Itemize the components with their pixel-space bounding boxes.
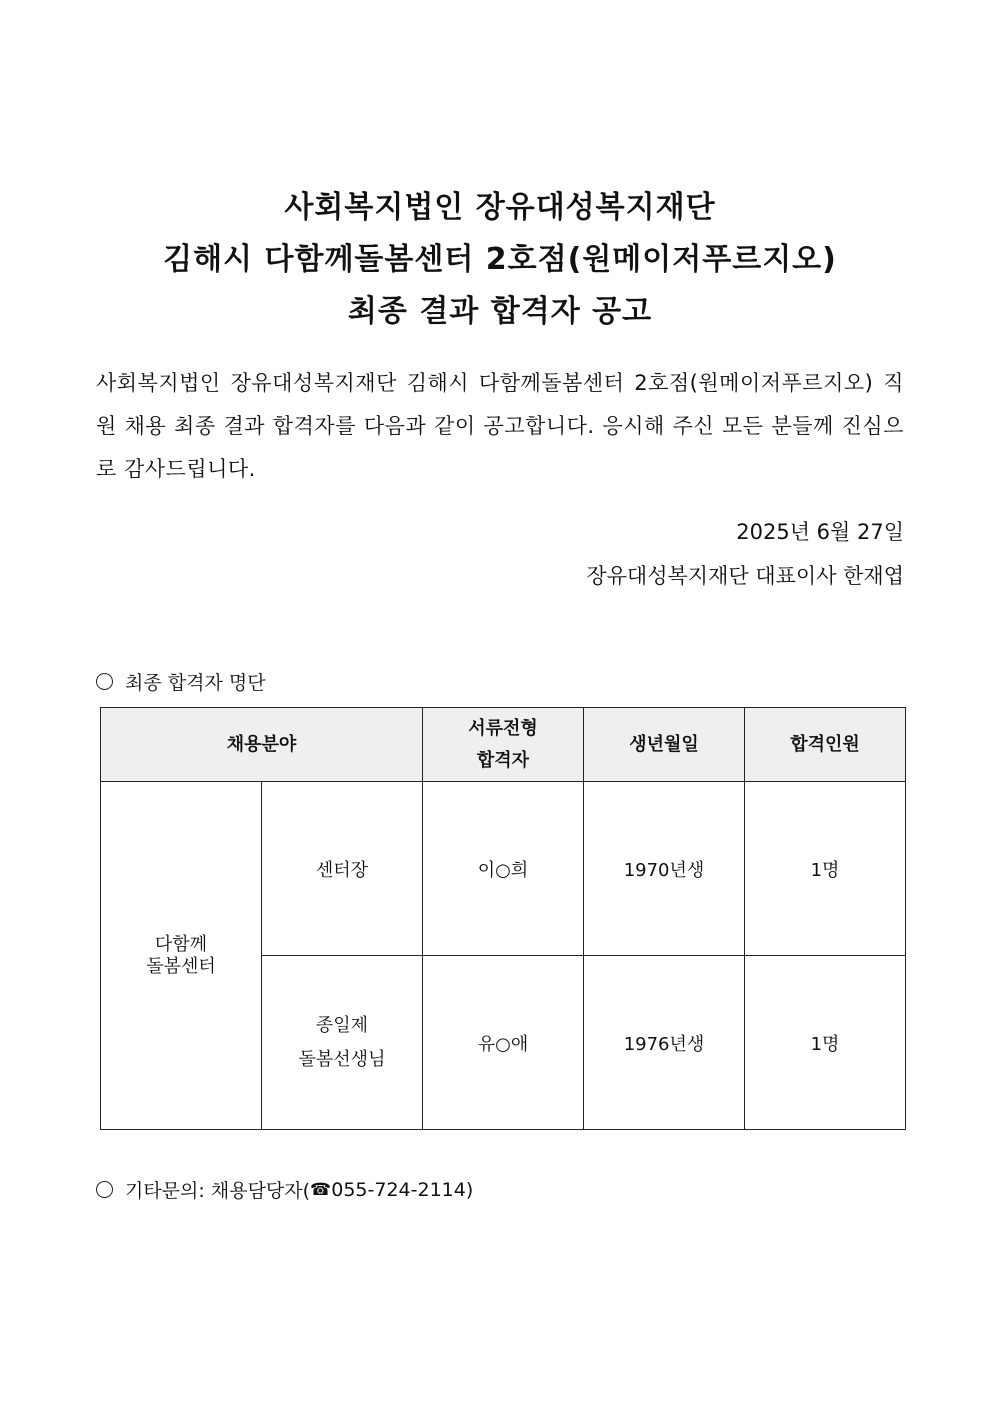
count-cell: 1명 (745, 956, 906, 1130)
title-line-2: 김해시 다함께돌봄센터 2호점(원메이저푸르지오) (163, 242, 837, 277)
signature: 장유대성복지재단 대표이사 한재엽 (586, 564, 904, 588)
position-cell (262, 956, 423, 1130)
circle-bullet-icon (96, 1181, 113, 1198)
title-block (0, 182, 1000, 338)
birth-cell: 1976년생 (584, 956, 745, 1130)
contact-phone[interactable]: 055-724-2114) (331, 1178, 474, 1201)
circle-bullet-icon (96, 673, 113, 690)
announcement-date: 2025년 6월 27일 (736, 520, 904, 544)
section-passer-list (96, 668, 266, 695)
header-passer (423, 708, 584, 782)
position-line2: 돌봄선생님 (298, 1048, 386, 1070)
section-passer-list-label: 최종 합격자 명단 (125, 672, 266, 694)
header-field: 채용분야 (101, 708, 423, 782)
header-count: 합격인원 (745, 708, 906, 782)
name-cell: 이○희 (423, 782, 584, 956)
position-line1: 종일제 (315, 1014, 369, 1036)
count-cell: 1명 (745, 782, 906, 956)
date-signature-block (586, 510, 904, 598)
header-birth: 생년월일 (584, 708, 745, 782)
contact-label: 기타문의: 채용담당자( (125, 1180, 311, 1202)
phone-icon: ☎ (310, 1179, 332, 1200)
title-line-1: 사회복지법인 장유대성복지재단 (284, 190, 716, 225)
section-contact (96, 1176, 473, 1203)
intro-paragraph: 사회복지법인 장유대성복지재단 김해시 다함께돌봄센터 2호점(원메이저푸르지오) 직원 채용 최종 결과 합격자를 다음과 같이 공고합니다. 응시해 주신 모든 분들께 진심으로 감사드립니다. (96, 371, 904, 481)
name-cell: 유○애 (423, 956, 584, 1130)
category-line1: 다함께 (154, 933, 208, 955)
table-header-row (101, 708, 906, 782)
title-line-3: 최종 결과 합격자 공고 (347, 294, 653, 329)
position-line1: 센터장 (315, 859, 369, 881)
birth-cell: 1970년생 (584, 782, 745, 956)
category-cell (101, 782, 262, 1130)
header-passer-line1: 서류전형 (468, 717, 538, 739)
position-cell (262, 782, 423, 956)
header-passer-line2: 합격자 (476, 749, 530, 771)
passer-table (100, 707, 906, 1130)
table-row (101, 782, 906, 956)
category-line2: 돌봄센터 (146, 955, 216, 977)
